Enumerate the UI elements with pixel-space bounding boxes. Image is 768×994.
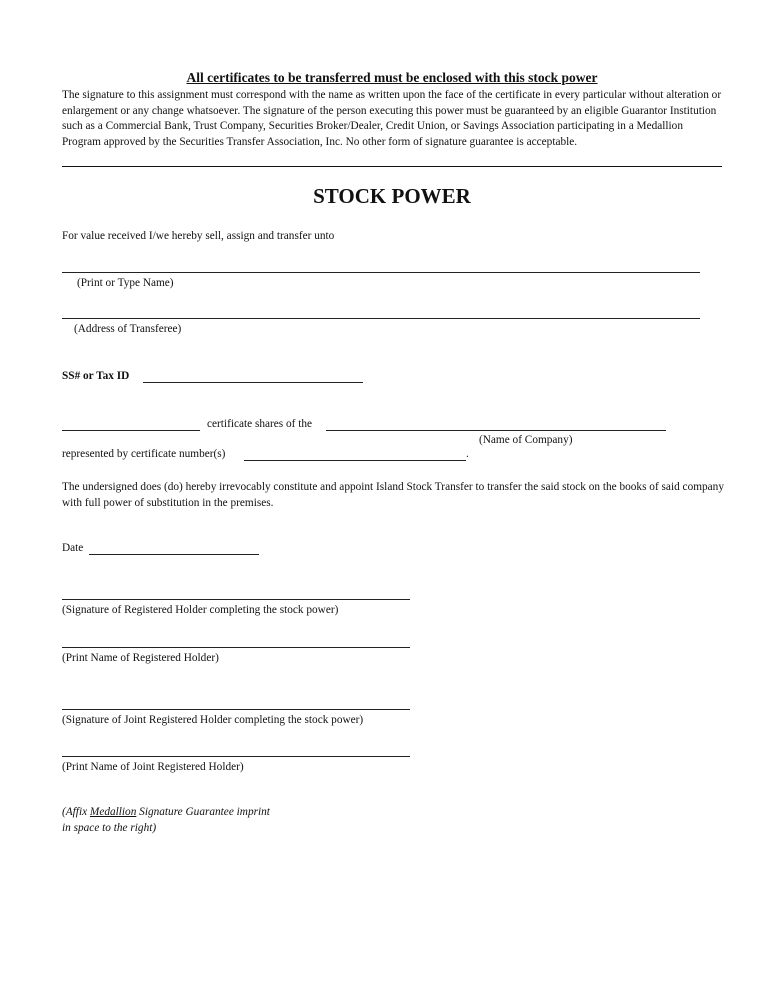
joint-holder-print-caption: (Print Name of Joint Registered Holder) (62, 761, 244, 773)
date-label: Date (62, 542, 84, 554)
certificate-period: . (466, 448, 469, 460)
transferee-address-caption: (Address of Transferee) (74, 323, 182, 335)
notice-body: The signature to this assignment must correspond with the name as written upon the face of the certificate in every particular without alteration or enlargement or any change whatsoever. The signature of the person executing this power must be guaranteed by an eligible Guarantor Institution such as a Commercial Bank, Trust Company, Securities Broker/Dealer, Credit Union, or Savings Association participating in a Medallion Program approved by the Securities Transfer Association, Inc. No other form of signature guarantee is acceptable. (62, 89, 722, 148)
certificate-text: represented by certificate number(s) (62, 448, 226, 460)
registered-holder-print-line[interactable] (62, 647, 410, 648)
tax-id-label: SS# or Tax ID (62, 370, 130, 382)
guarantee-note-line2: in space to the right) (62, 822, 157, 834)
company-caption: (Name of Company) (479, 434, 573, 446)
document-title: STOCK POWER (313, 184, 471, 208)
company-name-line[interactable] (326, 430, 666, 431)
shares-text: certificate shares of the (207, 418, 313, 430)
certificate-number-line[interactable] (244, 460, 466, 461)
registered-holder-signature-line[interactable] (62, 599, 410, 600)
joint-holder-signature-caption: (Signature of Joint Registered Holder completing the stock power) (62, 714, 364, 726)
joint-holder-signature-line[interactable] (62, 709, 410, 710)
date-line[interactable] (89, 554, 259, 555)
guarantee-note-line1 (62, 806, 270, 818)
guarantee-note-prefix: (Affix (62, 806, 90, 818)
transferee-name-line[interactable] (62, 272, 700, 273)
transferee-name-caption: (Print or Type Name) (77, 277, 174, 289)
registered-holder-print-caption: (Print Name of Registered Holder) (62, 652, 219, 664)
transferee-address-line[interactable] (62, 318, 700, 319)
joint-holder-print-line[interactable] (62, 756, 410, 757)
share-count-line[interactable] (62, 430, 200, 431)
tax-id-line[interactable] (143, 382, 363, 383)
guarantee-note-medallion: Medallion (89, 806, 137, 818)
notice-heading: All certificates to be transferred must be enclosed with this stock power (186, 70, 598, 85)
header-divider (62, 166, 722, 167)
intro-text: For value received I/we hereby sell, assign and transfer unto (62, 230, 335, 242)
appointment-paragraph: The undersigned does (do) hereby irrevocably constitute and appoint Island Stock Transfer to transfer the said stock on the books of said company with full power of substitution in the premises. (62, 481, 724, 509)
registered-holder-signature-caption: (Signature of Registered Holder completing the stock power) (62, 604, 339, 616)
guarantee-note-suffix: Signature Guarantee imprint (136, 806, 270, 818)
